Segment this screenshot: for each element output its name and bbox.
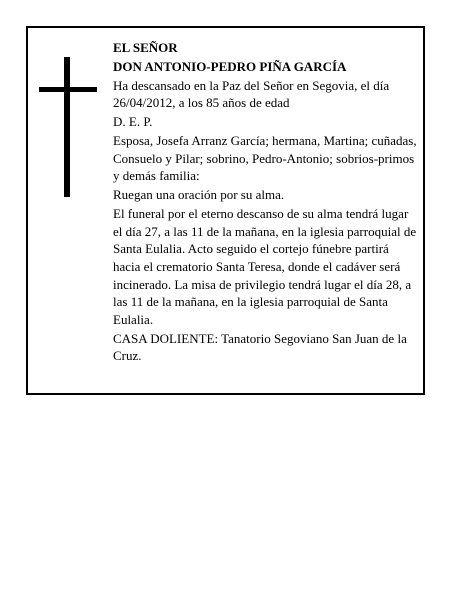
death-announcement: Ha descansado en la Paz del Señor en Segovia, el día 26/04/2012, a los 85 años de edad xyxy=(113,77,390,111)
cross-icon xyxy=(39,57,97,197)
cross-vertical-bar xyxy=(64,57,70,197)
obituary-notice xyxy=(26,26,425,395)
cross-horizontal-bar xyxy=(39,87,97,92)
funeral-home: CASA DOLIENTE: Tanatorio Segoviano San Juan de la Cruz. xyxy=(113,330,407,364)
prayer-request: Ruegan una oración por su alma. xyxy=(113,187,285,203)
title-line-1: EL SEÑOR xyxy=(113,40,178,55)
funeral-details: El funeral por el eterno descanso de su alma tendrá lugar el día 27, a las 11 de la mañana, en la iglesia parroquial de Santa Eulalia. Acto seguido el cortejo fúnebre partirá hacia el crematorio Santa Teresa, donde el cadáver será incinerado. La misa de privilegio tendrá lugar el día 28, a las 11 de la mañana, en la iglesia parroquial de Santa Eulalia. xyxy=(113,206,417,327)
family-members: Esposa, Josefa Arranz García; hermana, Martina; cuñadas, Consuelo y Pilar; sobrino, Pedro-Antonio; sobrios-primos y demás familia: xyxy=(113,133,417,184)
rip-abbreviation: D. E. P. xyxy=(113,114,153,130)
obituary-text xyxy=(113,39,418,366)
deceased-name: DON ANTONIO-PEDRO PIÑA GARCÍA xyxy=(113,58,347,74)
